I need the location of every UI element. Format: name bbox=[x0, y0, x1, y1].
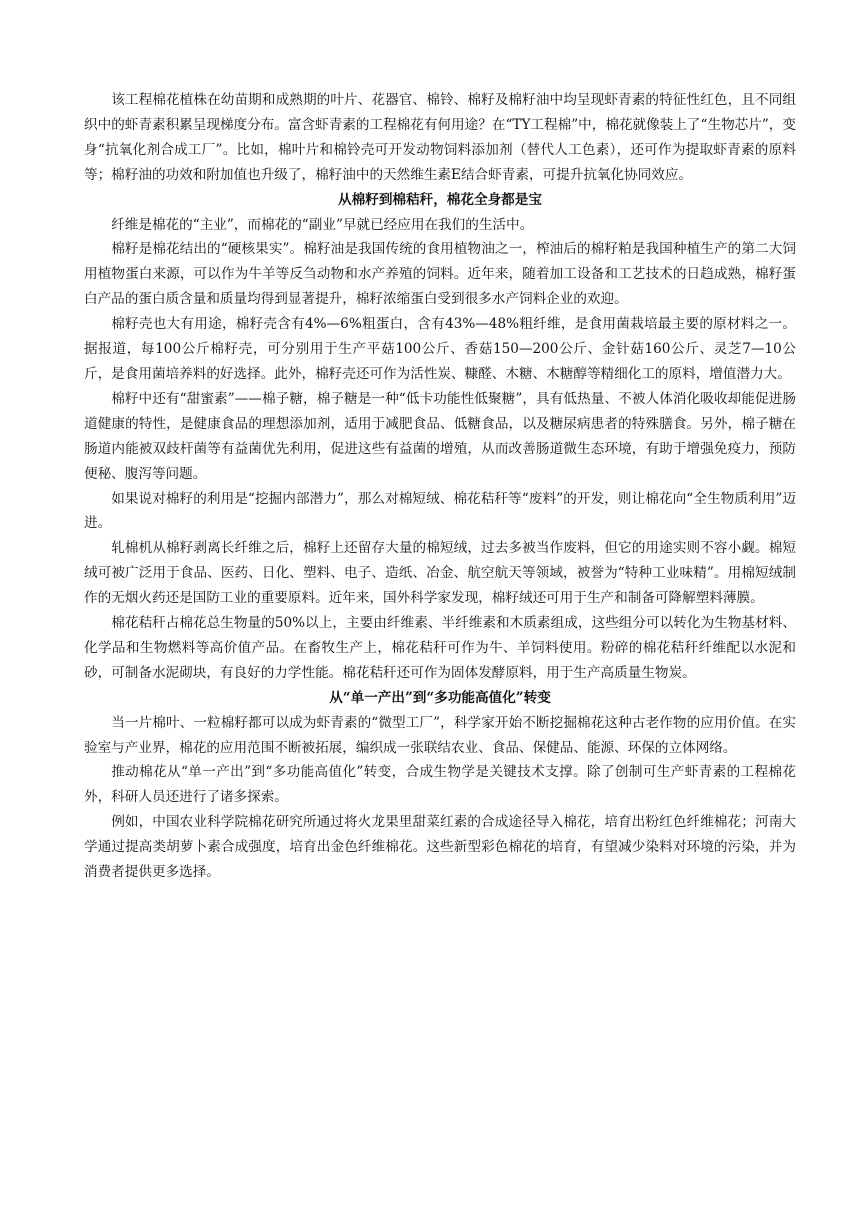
paragraph-cottonseed-hull: 棉籽壳也大有用途，棉籽壳含有4%—6%粗蛋白，含有43%—48%粗纤维，是食用菌栽培最主要的原材料之一。据报道，每100公斤棉籽壳，可分别用于生产平菇100公斤、香菇150—200公斤、金针菇160公斤、灵芝7—10公斤，是食用菌培养料的好选择。此外，棉籽壳还可作为活性炭、糠醛、木糖、木糖醇等精细化工的原料，增值潜力大。 bbox=[84, 316, 796, 382]
paragraph-synthetic-biology: 推动棉花从“单一产出”到“多功能高值化”转变，合成生物学是关键技术支撑。除了创制可生产虾青素的工程棉花外，科研人员还进行了诸多探索。 bbox=[84, 764, 796, 806]
paragraph-whole-biomass-use: 如果说对棉籽的利用是“挖掘内部潜力”，那么对棉短绒、棉花秸秆等“废料”的开发，则让棉花向“全生物质利用”迈进。 bbox=[84, 490, 796, 532]
paragraph-engineered-cotton-astaxanthin: 该工程棉花植株在幼苗期和成熟期的叶片、花器官、棉铃、棉籽及棉籽油中均呈现虾青素的特征性红色，且不同组织中的虾青素积累呈现梯度分布。富含虾青素的工程棉花有何用途？在“TY工程棉”中，棉花就像装上了“生物芯片”，变身“抗氧化剂合成工厂”。比如，棉叶片和棉铃壳可开发动物饲料添加剂（替代人工色素），还可作为提取虾青素的原料等；棉籽油的功效和附加值也升级了，棉籽油中的天然维生素E结合虾青素，可提升抗氧化协同效应。 bbox=[84, 92, 796, 183]
paragraph-fiber-main-business: 纤维是棉花的“主业”，而棉花的“副业”早就已经应用在我们的生活中。 bbox=[111, 216, 534, 233]
section-heading-whole-plant-value: 从棉籽到棉秸秆，棉花全身都是宝 bbox=[338, 191, 542, 208]
document-page bbox=[84, 88, 796, 885]
paragraph-cottonseed-hard-fruit: 棉籽是棉花结出的“硬核果实”。棉籽油是我国传统的食用植物油之一，榨油后的棉籽粕是我国种植生产的第二大饲用植物蛋白来源，可以作为牛羊等反刍动物和水产养殖的饲料。近年来，随着加工设备和工艺技术的日趋成熟，棉籽蛋白产品的蛋白质含量和质量均得到显著提升，棉籽浓缩蛋白受到很多水产饲料企业的欢迎。 bbox=[84, 241, 796, 308]
paragraph-raffinose: 棉籽中还有“甜蜜素”——棉子糖，棉子糖是一种“低卡功能性低聚糖”，具有低热量、不被人体消化吸收却能促进肠道健康的特性，是健康食品的理想添加剂，适用于减肥食品、低糖食品，以及糖尿病患者的特殊膳食。另外，棉子糖在肠道内能被双歧杆菌等有益菌优先利用，促进这些有益菌的增殖，从而改善肠道微生态环境，有助于增强免疫力，预防便秘、腹泻等问题。 bbox=[84, 390, 796, 482]
paragraph-micro-factory: 当一片棉叶、一粒棉籽都可以成为虾青素的“微型工厂”，科学家开始不断挖掘棉花这种古老作物的应用价值。在实验室与产业界，棉花的应用范围不断被拓展，编织成一张联结农业、食品、保健品、能源、环保的立体网络。 bbox=[84, 714, 796, 756]
paragraph-cotton-stalk: 棉花秸秆占棉花总生物量的50%以上，主要由纤维素、半纤维素和木质素组成，这些组分可以转化为生物基材料、化学品和生物燃料等高价值产品。在畜牧生产上，棉花秸秆可作为牛、羊饲料使用。粉碎的棉花秸秆纤维配以水泥和砂，可制备水泥砌块，有良好的力学性能。棉花秸秆还可作为固体发酵原料，用于生产高质量生物炭。 bbox=[84, 615, 796, 681]
paragraph-colored-cotton-examples: 例如，中国农业科学院棉花研究所通过将火龙果里甜菜红素的合成途径导入棉花，培育出粉红色纤维棉花；河南大学通过提高类胡萝卜素合成强度，培育出金色纤维棉花。这些新型彩色棉花的培育，有望减少染料对环境的污染，并为消费者提供更多选择。 bbox=[84, 814, 796, 881]
paragraph-cotton-linter: 轧棉机从棉籽剥离长纤维之后，棉籽上还留存大量的棉短绒，过去多被当作废料，但它的用途实则不容小觑。棉短绒可被广泛用于食品、医药、日化、塑料、电子、造纸、冶金、航空航天等领域，被誉为“特种工业味精”。用棉短绒制作的无烟火药还是国防工业的重要原料。近年来，国外科学家发现，棉籽绒还可用于生产和制备可降解塑料薄膜。 bbox=[84, 540, 796, 607]
section-heading-multifunctional-transformation: 从“单一产出”到“多功能高值化”转变 bbox=[329, 689, 551, 706]
